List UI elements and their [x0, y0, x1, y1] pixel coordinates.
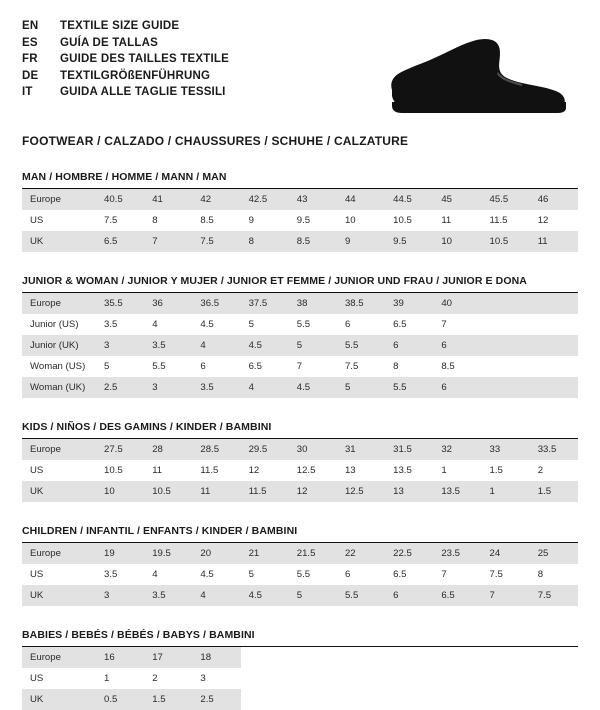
size-cell: 11 [441, 215, 452, 226]
size-cell: 1.5 [144, 689, 192, 710]
size-cell: 16 [96, 647, 144, 668]
size-cell: 27.5 [96, 439, 144, 460]
size-cell: 28.5 [192, 439, 240, 460]
table-row [22, 210, 578, 231]
language-row [22, 68, 229, 85]
size-cell: 5.5 [296, 569, 311, 580]
size-cell: 22 [337, 543, 385, 564]
size-cell [241, 647, 289, 668]
size-cell: 7.5 [530, 585, 578, 606]
language-row [22, 51, 229, 68]
size-cell: 5.5 [337, 335, 385, 356]
size-cell: 8 [393, 361, 399, 372]
language-code: DE [22, 69, 39, 82]
footwear-category-title: FOOTWEAR / CALZADO / CHAUSSURES / SCHUHE / CALZATURE [22, 134, 409, 148]
size-cell: 22.5 [385, 543, 433, 564]
size-cell: 6.5 [248, 361, 262, 372]
table-row [22, 356, 578, 377]
size-cell: 31 [337, 439, 385, 460]
language-code: IT [22, 86, 33, 98]
size-cell [337, 689, 385, 710]
size-cell: 19 [96, 543, 144, 564]
size-cell: 42 [192, 189, 240, 210]
size-cell-empty [482, 335, 530, 356]
language-title: TEXTILGRÖßENFÜHRUNG [60, 69, 211, 82]
size-cell: 2.5 [96, 377, 144, 398]
size-cell: 3 [96, 335, 144, 356]
size-table [22, 543, 578, 606]
size-cell: 5.5 [385, 377, 433, 398]
size-cell-empty [482, 377, 530, 398]
size-cell: 11.5 [200, 465, 219, 476]
size-cell: 12 [537, 215, 549, 226]
size-cell: 19.5 [144, 543, 192, 564]
size-cell: 4.5 [289, 377, 337, 398]
table-row [22, 585, 578, 606]
size-cell: 8 [537, 569, 544, 580]
size-cell: 6 [200, 361, 206, 372]
size-cell: 5 [289, 585, 337, 606]
size-cell: 12 [248, 465, 260, 476]
size-cell: 43 [289, 189, 337, 210]
size-cell: 42.5 [241, 189, 289, 210]
size-cell: 40 [433, 293, 481, 314]
row-label: Europe [22, 439, 96, 460]
size-cell-empty [530, 335, 578, 356]
language-title: GUIDE DES TAILLES TEXTILE [60, 53, 229, 65]
size-table [22, 439, 578, 502]
language-code: FR [22, 53, 38, 65]
size-cell [385, 647, 433, 668]
size-cell: 11 [152, 465, 163, 476]
size-cell: 7.5 [192, 231, 240, 252]
row-label: UK [22, 585, 96, 606]
size-cell: 7.5 [489, 569, 503, 580]
size-cell: 6.5 [393, 319, 407, 330]
language-title: GUÍA DE TALLAS [60, 36, 158, 49]
size-cell: 10 [96, 481, 144, 502]
size-cell: 45.5 [482, 189, 530, 210]
size-cell: 4.5 [241, 585, 289, 606]
language-code: ES [22, 36, 38, 49]
size-cell: 3 [96, 585, 144, 606]
size-cell [433, 647, 481, 668]
size-cell: 11 [192, 481, 240, 502]
language-title: TEXTILE SIZE GUIDE [60, 20, 180, 32]
size-cell: 5 [248, 569, 254, 580]
size-cell [289, 689, 337, 710]
size-cell: 38.5 [337, 293, 385, 314]
size-cell: 13 [344, 465, 356, 476]
size-cell: 40.5 [96, 189, 144, 210]
row-label: Europe [22, 543, 96, 564]
size-cell: 9 [248, 215, 254, 226]
size-cell: 12.5 [337, 481, 385, 502]
size-cell: 13.5 [393, 465, 412, 476]
size-cell-empty [482, 314, 530, 335]
table-row [22, 668, 578, 689]
size-group-title: MAN / HOMBRE / HOMME / MANN / MAN [22, 171, 578, 189]
table-row [22, 647, 578, 668]
size-cell: 21 [241, 543, 289, 564]
size-group-title: KIDS / NIÑOS / DES GAMINS / KINDER / BAMBINI [22, 421, 578, 439]
size-cell: 2.5 [192, 689, 240, 710]
size-cell: 44 [337, 189, 385, 210]
size-cell: 18 [192, 647, 240, 668]
size-cell: 7 [482, 585, 530, 606]
size-cell: 6 [385, 585, 433, 606]
size-cell: 17 [144, 647, 192, 668]
row-label: Europe [22, 647, 96, 668]
row-label: US [30, 569, 44, 580]
size-cell: 10.5 [482, 231, 530, 252]
size-cell: 23.5 [433, 543, 481, 564]
size-cell: 7 [441, 319, 447, 330]
size-cell: 3.5 [144, 335, 192, 356]
size-cell: 8 [152, 215, 158, 226]
table-row [22, 335, 578, 356]
size-cell: 44.5 [385, 189, 433, 210]
row-label: Junior (UK) [22, 335, 96, 356]
size-cell: 9.5 [385, 231, 433, 252]
size-cell: 11 [530, 231, 578, 252]
size-cell: 7 [296, 361, 303, 372]
size-cell: 41 [144, 189, 192, 210]
size-cell: 3.5 [104, 319, 118, 330]
size-cell: 31.5 [385, 439, 433, 460]
table-row [22, 460, 578, 481]
size-group [22, 171, 578, 252]
size-cell: 10 [344, 215, 356, 226]
row-label: Woman (US) [30, 361, 86, 372]
size-cell: 3 [144, 377, 192, 398]
size-cell: 46 [530, 189, 578, 210]
size-cell: 6 [433, 335, 481, 356]
size-cell: 5.5 [337, 585, 385, 606]
size-cell [289, 647, 337, 668]
size-cell: 5 [289, 335, 337, 356]
size-cell: 33 [482, 439, 530, 460]
size-cell: 3.5 [144, 585, 192, 606]
size-cell-empty [530, 314, 578, 335]
size-cell: 6.5 [96, 231, 144, 252]
size-cell: 12.5 [296, 465, 316, 476]
table-row [22, 439, 578, 460]
row-label: UK [22, 231, 96, 252]
size-cell: 5 [248, 319, 254, 330]
table-row [22, 314, 578, 335]
language-row [22, 18, 229, 35]
language-title-list [22, 18, 229, 101]
size-group-title: JUNIOR & WOMAN / JUNIOR Y MUJER / JUNIOR ET FEMME / JUNIOR UND FRAU / JUNIOR E DONA [22, 275, 578, 293]
size-group [22, 629, 578, 710]
row-label: US [30, 673, 44, 684]
size-cell: 8.5 [289, 231, 337, 252]
table-row [22, 189, 578, 210]
size-cell: 12 [289, 481, 337, 502]
size-cell: 2 [537, 465, 544, 476]
size-cell: 1 [482, 481, 530, 502]
size-cell-empty [530, 377, 578, 398]
size-cell: 45 [433, 189, 481, 210]
size-cell: 13 [385, 481, 433, 502]
size-table [22, 189, 578, 252]
size-cell: 10.5 [144, 481, 192, 502]
size-cell: 1 [441, 465, 447, 476]
size-cell [241, 689, 289, 710]
row-label: Woman (UK) [22, 377, 96, 398]
size-cell: 4 [152, 319, 158, 330]
size-cell [530, 668, 578, 689]
size-cell: 36 [144, 293, 192, 314]
table-row [22, 231, 578, 252]
size-cell-empty [530, 356, 578, 377]
size-cell: 11.5 [241, 481, 289, 502]
size-cell: 30 [289, 439, 337, 460]
size-cell: 6 [344, 319, 351, 330]
table-row [22, 293, 578, 314]
size-cell: 4 [241, 377, 289, 398]
size-cell [433, 668, 481, 689]
row-label: Junior (US) [30, 319, 79, 330]
size-cell: 4 [152, 569, 158, 580]
size-cell [289, 668, 337, 689]
size-cell: 1 [104, 673, 110, 684]
language-row [22, 35, 229, 52]
row-label: UK [22, 689, 96, 710]
size-cell [433, 689, 481, 710]
size-cell: 9.5 [296, 215, 311, 226]
size-cell: 39 [385, 293, 433, 314]
size-cell: 9 [337, 231, 385, 252]
size-cell: 21.5 [289, 543, 337, 564]
size-group [22, 275, 578, 398]
size-cell: 10 [433, 231, 481, 252]
size-cell: 38 [289, 293, 337, 314]
size-cell: 3.5 [104, 569, 118, 580]
size-cell: 25 [530, 543, 578, 564]
size-cell: 36.5 [192, 293, 240, 314]
size-cell: 5 [104, 361, 110, 372]
language-code: EN [22, 20, 39, 32]
size-cell: 33.5 [530, 439, 578, 460]
size-cell [482, 689, 530, 710]
size-cell [530, 689, 578, 710]
size-cell: 10.5 [393, 215, 412, 226]
size-cell: 35.5 [96, 293, 144, 314]
dress-shoe-icon [370, 38, 570, 116]
size-cell: 4.5 [200, 319, 214, 330]
size-cell: 6.5 [433, 585, 481, 606]
row-label: US [30, 215, 44, 226]
size-cell [530, 647, 578, 668]
size-cell: 6 [385, 335, 433, 356]
size-cell: 7 [441, 569, 447, 580]
size-table [22, 647, 578, 710]
table-row [22, 543, 578, 564]
size-cell: 6.5 [393, 569, 407, 580]
size-cell: 6 [433, 377, 481, 398]
size-group-title: BABIES / BEBÉS / BÉBÉS / BABYS / BAMBINI [22, 629, 578, 647]
size-cell [337, 668, 385, 689]
size-cell [385, 668, 433, 689]
language-row [22, 84, 229, 101]
size-cell: 37.5 [241, 293, 289, 314]
table-row [22, 481, 578, 502]
size-cell: 4 [192, 335, 240, 356]
size-cell: 8 [241, 231, 289, 252]
size-group-title: CHILDREN / INFANTIL / ENFANTS / KINDER / BAMBINI [22, 525, 578, 543]
size-cell: 4 [192, 585, 240, 606]
size-cell: 4.5 [241, 335, 289, 356]
size-cell: 7 [144, 231, 192, 252]
size-cell: 20 [192, 543, 240, 564]
size-cell: 2 [152, 673, 158, 684]
size-cell-empty [482, 356, 530, 377]
size-group [22, 421, 578, 502]
row-label: US [30, 465, 44, 476]
row-label: Europe [22, 189, 96, 210]
size-cell: 7.5 [344, 361, 359, 372]
size-cell: 0.5 [96, 689, 144, 710]
size-cell: 5.5 [296, 319, 311, 330]
size-table [22, 293, 578, 398]
table-row [22, 564, 578, 585]
size-cell: 3.5 [192, 377, 240, 398]
row-label: UK [22, 481, 96, 502]
size-cell: 24 [482, 543, 530, 564]
size-cell [385, 689, 433, 710]
size-cell [482, 647, 530, 668]
size-cell: 5 [337, 377, 385, 398]
size-cell: 28 [144, 439, 192, 460]
size-cell [337, 647, 385, 668]
size-cell-empty [482, 293, 530, 314]
size-cell: 4.5 [200, 569, 214, 580]
language-title: GUIDA ALLE TAGLIE TESSILI [60, 86, 226, 98]
size-cell [482, 668, 530, 689]
size-cell: 1.5 [489, 465, 503, 476]
size-group [22, 525, 578, 606]
document-header [22, 18, 578, 116]
table-row [22, 689, 578, 710]
size-cell: 8.5 [441, 361, 455, 372]
size-cell: 8.5 [200, 215, 214, 226]
table-row [22, 377, 578, 398]
size-cell: 5.5 [152, 361, 166, 372]
size-tables-container [22, 171, 578, 710]
size-cell: 7.5 [104, 215, 118, 226]
size-cell: 3 [200, 673, 206, 684]
size-cell-empty [530, 293, 578, 314]
size-cell: 1.5 [530, 481, 578, 502]
row-label: Europe [22, 293, 96, 314]
size-cell: 11.5 [489, 215, 508, 226]
size-cell: 10.5 [104, 465, 123, 476]
size-cell [241, 668, 289, 689]
size-cell: 6 [344, 569, 351, 580]
size-cell: 13.5 [433, 481, 481, 502]
size-cell: 29.5 [241, 439, 289, 460]
size-cell: 32 [433, 439, 481, 460]
